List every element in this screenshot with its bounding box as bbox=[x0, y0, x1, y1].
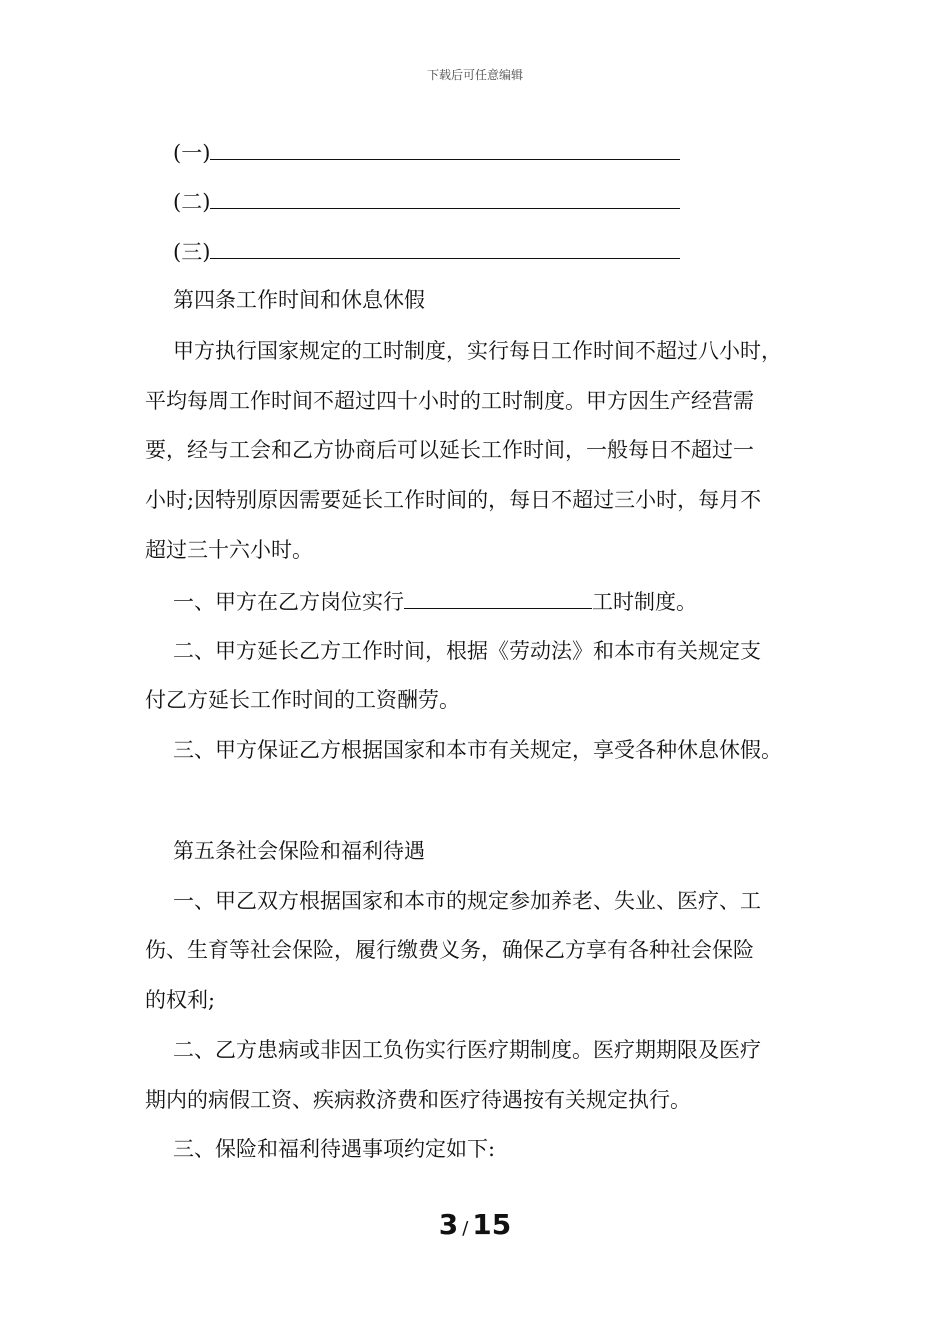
blank-entry-label: (三) bbox=[173, 240, 211, 264]
blank-entry-3 bbox=[173, 236, 680, 267]
fill-in-line bbox=[404, 586, 592, 609]
article-4-para-line: 小时;因特别原因需要延长工作时间的，每日不超过三小时，每月不 bbox=[145, 488, 762, 512]
article-4-para-line: 甲方执行国家规定的工时制度，实行每日工作时间不超过八小时， bbox=[173, 339, 782, 363]
blank-entry-1 bbox=[173, 137, 680, 168]
item-1-prefix: 一、甲方在乙方岗位实行 bbox=[173, 590, 404, 614]
article-4-para-line: 要，经与工会和乙方协商后可以延长工作时间，一般每日不超过一 bbox=[145, 438, 754, 462]
page-separator: / bbox=[462, 1218, 469, 1239]
article-5-item-1-line: 伤、生育等社会保险，履行缴费义务，确保乙方享有各种社会保险 bbox=[145, 938, 754, 962]
article-5-item-2-line: 期内的病假工资、疾病救济费和医疗待遇按有关规定执行。 bbox=[145, 1088, 691, 1112]
article-5-title: 第五条社会保险和福利待遇 bbox=[173, 839, 425, 863]
fill-in-line bbox=[210, 186, 680, 209]
article-5-item-2-line: 二、乙方患病或非因工负伤实行医疗期制度。医疗期期限及医疗 bbox=[173, 1038, 761, 1062]
fill-in-line bbox=[210, 137, 680, 160]
header-note: 下载后可任意编辑 bbox=[426, 68, 523, 82]
article-4-item-3: 三、甲方保证乙方根据国家和本市有关规定，享受各种休息休假。 bbox=[173, 738, 782, 762]
blank-entry-label: (一) bbox=[173, 141, 211, 165]
article-4-item-2-line: 付乙方延长工作时间的工资酬劳。 bbox=[145, 688, 460, 712]
blank-entry-2 bbox=[173, 186, 680, 217]
page-indicator bbox=[0, 1208, 950, 1241]
article-4-item-1 bbox=[173, 586, 697, 617]
blank-entry-label: (二) bbox=[173, 190, 211, 214]
article-5-item-3: 三、保险和福利待遇事项约定如下: bbox=[173, 1137, 496, 1161]
current-page: 3 bbox=[438, 1208, 459, 1241]
article-4-para-line: 平均每周工作时间不超过四十小时的工时制度。甲方因生产经营需 bbox=[145, 389, 754, 413]
article-5-item-1-line: 的权利; bbox=[145, 988, 216, 1012]
article-4-item-2-line: 二、甲方延长乙方工作时间，根据《劳动法》和本市有关规定支 bbox=[173, 639, 761, 663]
total-pages: 15 bbox=[472, 1208, 512, 1241]
item-1-suffix: 工时制度。 bbox=[592, 590, 697, 614]
article-4-title: 第四条工作时间和休息休假 bbox=[173, 288, 425, 312]
article-4-para-line: 超过三十六小时。 bbox=[145, 538, 313, 562]
fill-in-line bbox=[210, 236, 680, 259]
article-5-item-1-line: 一、甲乙双方根据国家和本市的规定参加养老、失业、医疗、工 bbox=[173, 889, 761, 913]
